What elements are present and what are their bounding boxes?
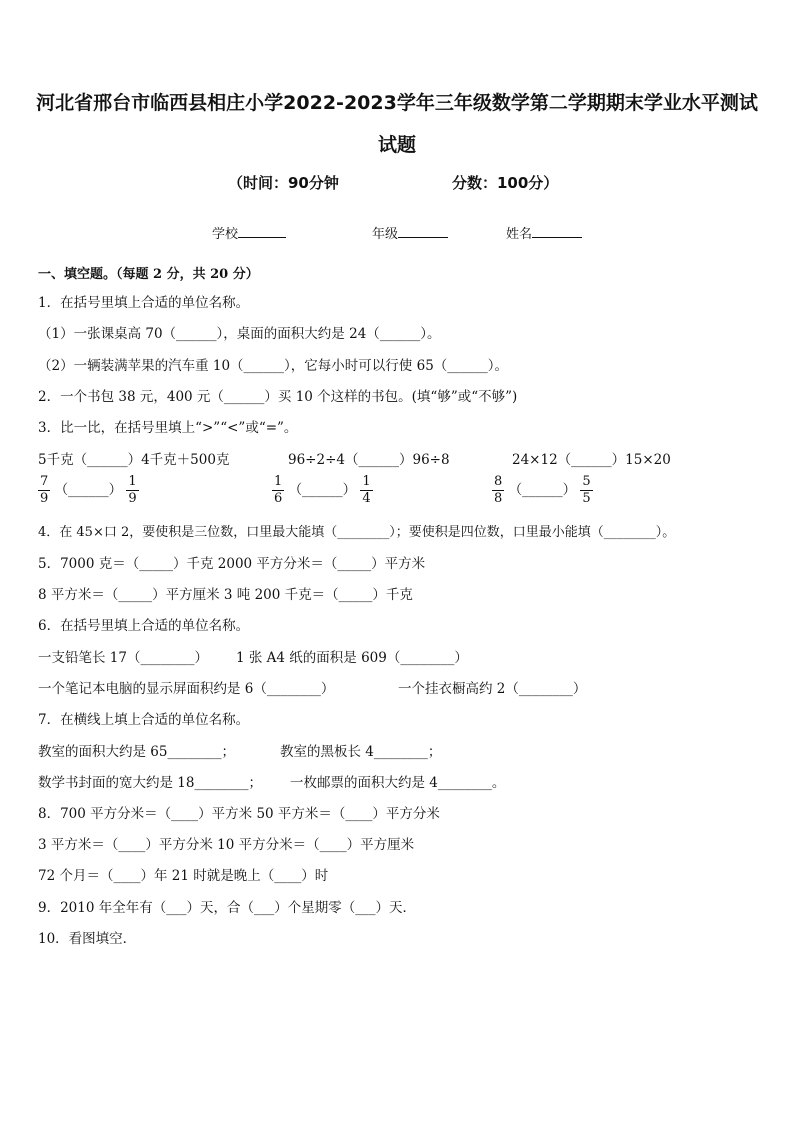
q3-compare-1: 5千克（______）4千克＋500克 <box>38 452 230 468</box>
fraction <box>580 474 592 507</box>
q3-fraction-compare-1 <box>38 474 139 507</box>
q6-item-c: 一个笔记本电脑的显示屏面积约是 6（________） <box>38 681 335 697</box>
q3-compare-3: 24×12（______）15×20 <box>512 452 671 468</box>
title-line-2: 试题 <box>377 134 416 156</box>
q10-stem: 10．看图填空． <box>38 931 137 947</box>
q5-line-2: 8 平方米＝（_____）平方厘米 3 吨 200 千克＝（_____）千克 <box>38 587 413 603</box>
q5-line-1: 5．7000 克＝（_____）千克 2000 平方分米＝（_____）平方米 <box>38 556 426 572</box>
q1-part-1: （1）一张课桌高 70（______），桌面的面积大约是 24（______）。 <box>38 326 441 342</box>
q3-compare-2: 96÷2÷4（______）96÷8 <box>288 452 450 468</box>
q7-item-b: 教室的黑板长 4________； <box>280 744 442 760</box>
q2-stem: 2．一个书包 38 元，400 元（______）买 10 个这样的书包。(填“够”或“不够”) <box>38 389 518 405</box>
q3-fraction-compare-2 <box>272 474 373 507</box>
denominator: 9 <box>40 491 49 506</box>
school-underline <box>238 225 286 238</box>
school-field <box>212 223 286 242</box>
q3-fraction-compare-3 <box>492 474 593 507</box>
denominator: 5 <box>582 491 591 506</box>
name-label: 姓名 <box>506 227 533 242</box>
fraction <box>126 474 138 507</box>
q9-stem: 9．2010 年全年有（___）天，合（___）个星期零（___）天． <box>38 900 416 916</box>
q7-item-d: 一枚邮票的面积大约是 4________。 <box>290 775 506 791</box>
q1-stem: 1．在括号里填上合适的单位名称。 <box>38 295 250 311</box>
q7-item-c: 数学书封面的宽大约是 18________； <box>38 775 262 791</box>
numerator: 1 <box>362 474 371 489</box>
q7-item-a: 教室的面积大约是 65________； <box>38 744 235 760</box>
fraction <box>360 474 372 507</box>
grade-field <box>372 223 448 242</box>
q1-part-2: （2）一辆装满苹果的汽车重 10（______），它每小时可以行使 65（______）。 <box>38 358 509 374</box>
name-field <box>506 223 582 242</box>
title-line-1: 河北省邢台市临西县相庄小学2022-2023学年三年级数学第二学期期末学业水平测试 <box>36 92 758 114</box>
grade-underline <box>398 225 448 238</box>
numerator: 1 <box>274 474 283 489</box>
denominator: 9 <box>128 491 137 506</box>
q8-line-1: 8．700 平方分米＝（____）平方米 50 平方米＝（____）平方分米 <box>38 806 440 822</box>
numerator: 8 <box>494 474 503 489</box>
numerator: 1 <box>128 474 137 489</box>
q6-item-b: 1 张 A4 纸的面积是 609（________） <box>236 650 468 666</box>
numerator: 7 <box>40 474 49 489</box>
grade-label: 年级 <box>372 227 399 242</box>
q7-stem: 7．在横线上填上合适的单位名称。 <box>38 712 250 728</box>
q4-stem: 4．在 45×口 2，要使积是三位数，口里最大能填（________）；要使积是四位数，口里最小能填（________）。 <box>38 525 676 540</box>
denominator: 6 <box>274 491 283 506</box>
answer-blank: （______） <box>54 482 123 498</box>
fraction <box>272 474 284 507</box>
school-label: 学校 <box>212 227 239 242</box>
score-info: 分数：100分） <box>452 174 559 192</box>
q6-stem: 6．在括号里填上合适的单位名称。 <box>38 618 250 634</box>
name-underline <box>532 225 582 238</box>
q6-item-d: 一个挂衣橱高约 2（________） <box>398 681 587 697</box>
fraction <box>492 474 504 507</box>
answer-blank: （______） <box>508 482 577 498</box>
q6-item-a: 一支铅笔长 17（________） <box>38 650 208 666</box>
section-1-heading: 一、填空题。（每题 2 分，共 20 分） <box>38 267 259 282</box>
q3-stem: 3．比一比，在括号里填上“>”“<”或“=”。 <box>38 420 298 436</box>
time-info: （时间：90分钟 <box>228 174 339 192</box>
answer-blank: （______） <box>288 482 357 498</box>
q8-line-2: 3 平方米＝（____）平方分米 10 平方分米＝（____）平方厘米 <box>38 837 415 853</box>
numerator: 5 <box>582 474 591 489</box>
denominator: 8 <box>494 491 503 506</box>
q8-line-3: 72 个月＝（____）年 21 时就是晚上（____）时 <box>38 868 329 884</box>
denominator: 4 <box>362 491 371 506</box>
fraction <box>38 474 50 507</box>
